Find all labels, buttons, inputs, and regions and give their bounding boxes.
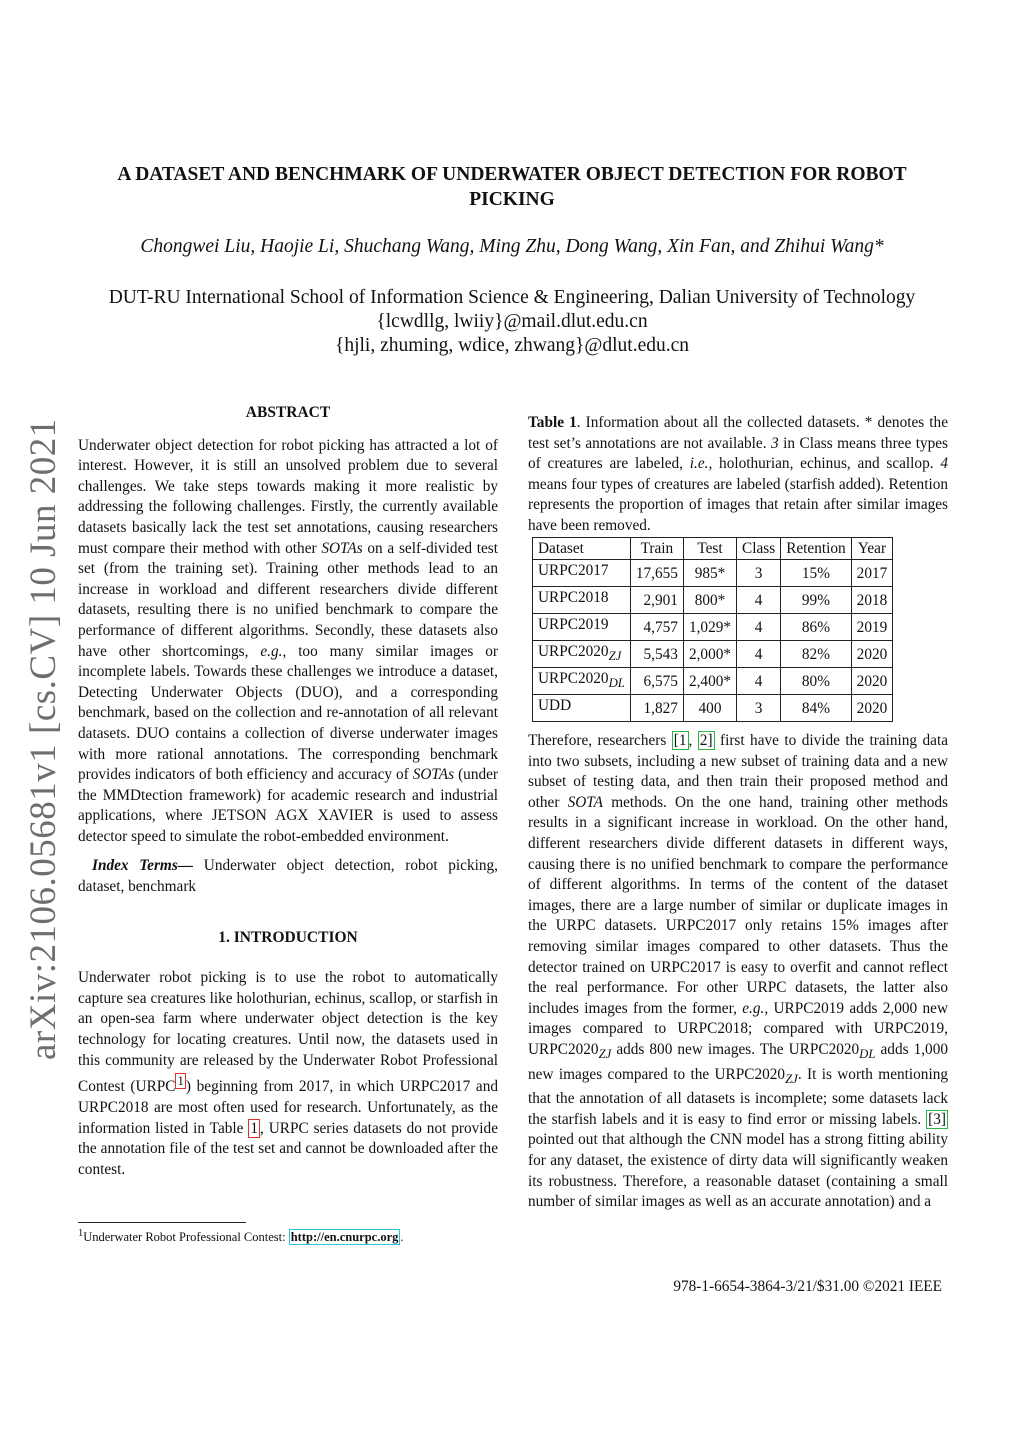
class-cell: 4 [737,614,781,641]
table-row [533,587,893,614]
dataset-name-cell: URPC2018 [533,587,631,614]
train-cell: 6,575 [630,668,683,695]
affiliation-block [60,286,964,358]
test-cell: 2,400* [683,668,736,695]
train-cell: 1,827 [630,695,683,722]
table-row [533,614,893,641]
datasets-table [532,537,893,722]
table-row [533,668,893,695]
table-row [533,560,893,587]
retention-cell: 84% [781,695,851,722]
email-line-1: {lcwdllg, lwiiy}@mail.dlut.edu.cn [376,311,648,332]
citation-link[interactable]: 2] [699,732,713,749]
abstract-heading: ABSTRACT [245,404,331,421]
dataset-name-cell: URPC2019 [533,614,631,641]
footnote-link[interactable]: 1 [177,1074,184,1089]
citation-link[interactable]: [3] [928,1110,946,1128]
footnote-rule [78,1222,246,1223]
author-list: Chongwei Liu, Haojie Li, Shuchang Wang, Ming Zhu, Dong Wang, Xin Fan, and Zhihui Wang* [140,236,884,257]
left-column [78,403,498,1180]
retention-cell: 86% [781,614,851,641]
introduction-text: Underwater robot picking is to use the robot to automatically capture sea creatures like holothurian, echinus, scallop, or starfish in an open-sea farm where underwater object detection is the key technology for locating creatures. Until now, the datasets used in this community are released by the Underwater Robot Professional Contest (URPC $^1$ ) beginning from 2017, in which URPC2017 and URPC2018 are most often used for research. Unfortunately, as the information listed in Table 1 , URPC series datasets do not provide the annotation file of the test set and cannot be downloaded after the contest. [78,969,498,1178]
table-header-cell: Dataset [533,538,631,560]
class-cell: 3 [737,560,781,587]
affiliation: DUT-RU International School of Information Science & Engineering, Dalian University of Technology [108,287,916,308]
year-cell: 2020 [851,641,893,668]
train-cell: 17,655 [630,560,683,587]
table-row [533,641,893,668]
dataset-name-cell: URPC2017 [533,560,631,587]
year-cell: 2017 [851,560,893,587]
class-cell: 4 [737,668,781,695]
test-cell: 800* [683,587,736,614]
table-header-row [533,538,893,560]
dataset-name-cell: UDD [533,695,631,722]
retention-cell: 15% [781,560,851,587]
test-cell: 1,029* [683,614,736,641]
dataset-name-cell: $URPC2020_{ZJ}$ [533,641,631,668]
test-cell: 2,000* [683,641,736,668]
citation-link[interactable]: [1 [673,732,687,749]
paper-title [70,162,954,212]
year-cell: 2018 [851,587,893,614]
table-link[interactable]: 1 [250,1119,258,1137]
copyright-notice: 978-1-6654-3864-3/21/$31.00 ©2021 IEEE [673,1278,942,1295]
retention-cell: 99% [781,587,851,614]
arxiv-stamp: arXiv:2106.05681v1 [cs.CV] 10 Jun 2021 [23,418,64,1060]
year-cell: 2020 [851,695,893,722]
class-cell: 4 [737,587,781,614]
footnote: $^1$Underwater Robot Professional Contest: http://en.cnurpc.org . [78,1228,404,1245]
table-caption: Table 1. Information about all the collected datasets. * denotes the test set’s annotations are not available. 3 in Class means three types of creatures are labeled, i.e., holothurian, echinus, and scallop. 4 means four types of creatures are labeled (starfish added). Retention represents the proportion of images that retain after similar images have been removed. [528,414,949,534]
train-cell: 5,543 [630,641,683,668]
retention-cell: 82% [781,641,851,668]
retention-cell: 80% [781,668,851,695]
email-line-2: {hjli, zhuming, wdice, zhwang}@dlut.edu.cn [334,335,690,356]
title-line-2: PICKING [469,189,555,210]
class-cell: 3 [737,695,781,722]
title-line-1: A DATASET AND BENCHMARK OF UNDERWATER OBJECT DETECTION FOR ROBOT [117,164,907,185]
table-header-cell: Train [630,538,683,560]
table-header-cell: Test [683,538,736,560]
year-cell: 2020 [851,668,893,695]
train-cell: 4,757 [630,614,683,641]
test-cell: 985* [683,560,736,587]
right-column-text: Therefore, researchers [1 , 2] first have to divide the training data into two subsets, including a new subset of training data and a new subset of testing data, and then train their proposed method and other SOTA methods. On the one hand, training other methods results in a significant increase in workload. On the other hand, different researchers divide different datasets in different ways, causing there is no unified benchmark to compare the performance of different algorithms. In terms of the content of the dataset images, there are a large number of similar or duplicate images in the URPC datasets. URPC2017 only retains 15% images after removing similar images compared to other datasets. Thus the detector trained on URPC2017 is easy to overfit and cannot reflect the real performance. For other URPC datasets, the latter also includes images from the former, e.g., URPC2019 adds 2,000 new images compared to URPC2018; compared with URPC2019, $URPC2020_{ZJ}$ adds 800 new images. The $URPC2020_{DL}$ adds 1,000 new images compared to the $URPC2020_{ZJ}$. It is worth mentioning that the annotation of all datasets is incomplete; some datasets lack the starfish labels and it is easy to find error or missing labels. [3] pointed out that although the CNN model has a strong fitting ability for any dataset, the existence of dirty data will significantly weaken its robustness. Therefore, a reasonable dataset (containing a small number of similar images as well as an accurate annotation) and a [528,732,948,1211]
class-cell: 4 [737,641,781,668]
footnote-url-link[interactable]: http://en.cnurpc.org [290,1230,399,1245]
table-header-cell: Year [851,538,893,560]
table-row [533,695,893,722]
train-cell: 2,901 [630,587,683,614]
table-header-cell: Retention [781,538,851,560]
test-cell: 400 [683,695,736,722]
index-terms: Index Terms— Underwater object detection, robot picking, dataset, benchmark [78,857,498,896]
year-cell: 2019 [851,614,893,641]
table-header-cell: Class [737,538,781,560]
abstract-text: Underwater object detection for robot picking has attracted a lot of interest. However, it is still an unsolved problem due to several challenges. We take steps towards making it more realistic by addressing the following challenges. Firstly, the currently available datasets basically lack the test set annotations, causing researchers must compare their method with other SOTAs on a self-divided test set (from the training set). Training other methods lead to an increase in workload and different researchers divide different datasets, resulting there is no unified benchmark to compare the performance of different algorithms. Secondly, these datasets also have other shortcomings, e.g., too many similar images or incomplete labels. Towards these challenges we introduce a dataset, Detecting Underwater Objects (DUO), and a corresponding benchmark, based on the collection and re-annotation of all relevant datasets. DUO contains a collection of diverse underwater images with more rational annotations. The corresponding benchmark provides indicators of both efficiency and accuracy of SOTAs (under the MMDtection framework) for academic research and industrial applications, where JETSON AGX XAVIER is used to assess detector speed to simulate the robot-embedded environment. [78,436,499,845]
introduction-heading: 1. INTRODUCTION [218,928,358,946]
dataset-name-cell: $URPC2020_{DL}$ [533,668,631,695]
